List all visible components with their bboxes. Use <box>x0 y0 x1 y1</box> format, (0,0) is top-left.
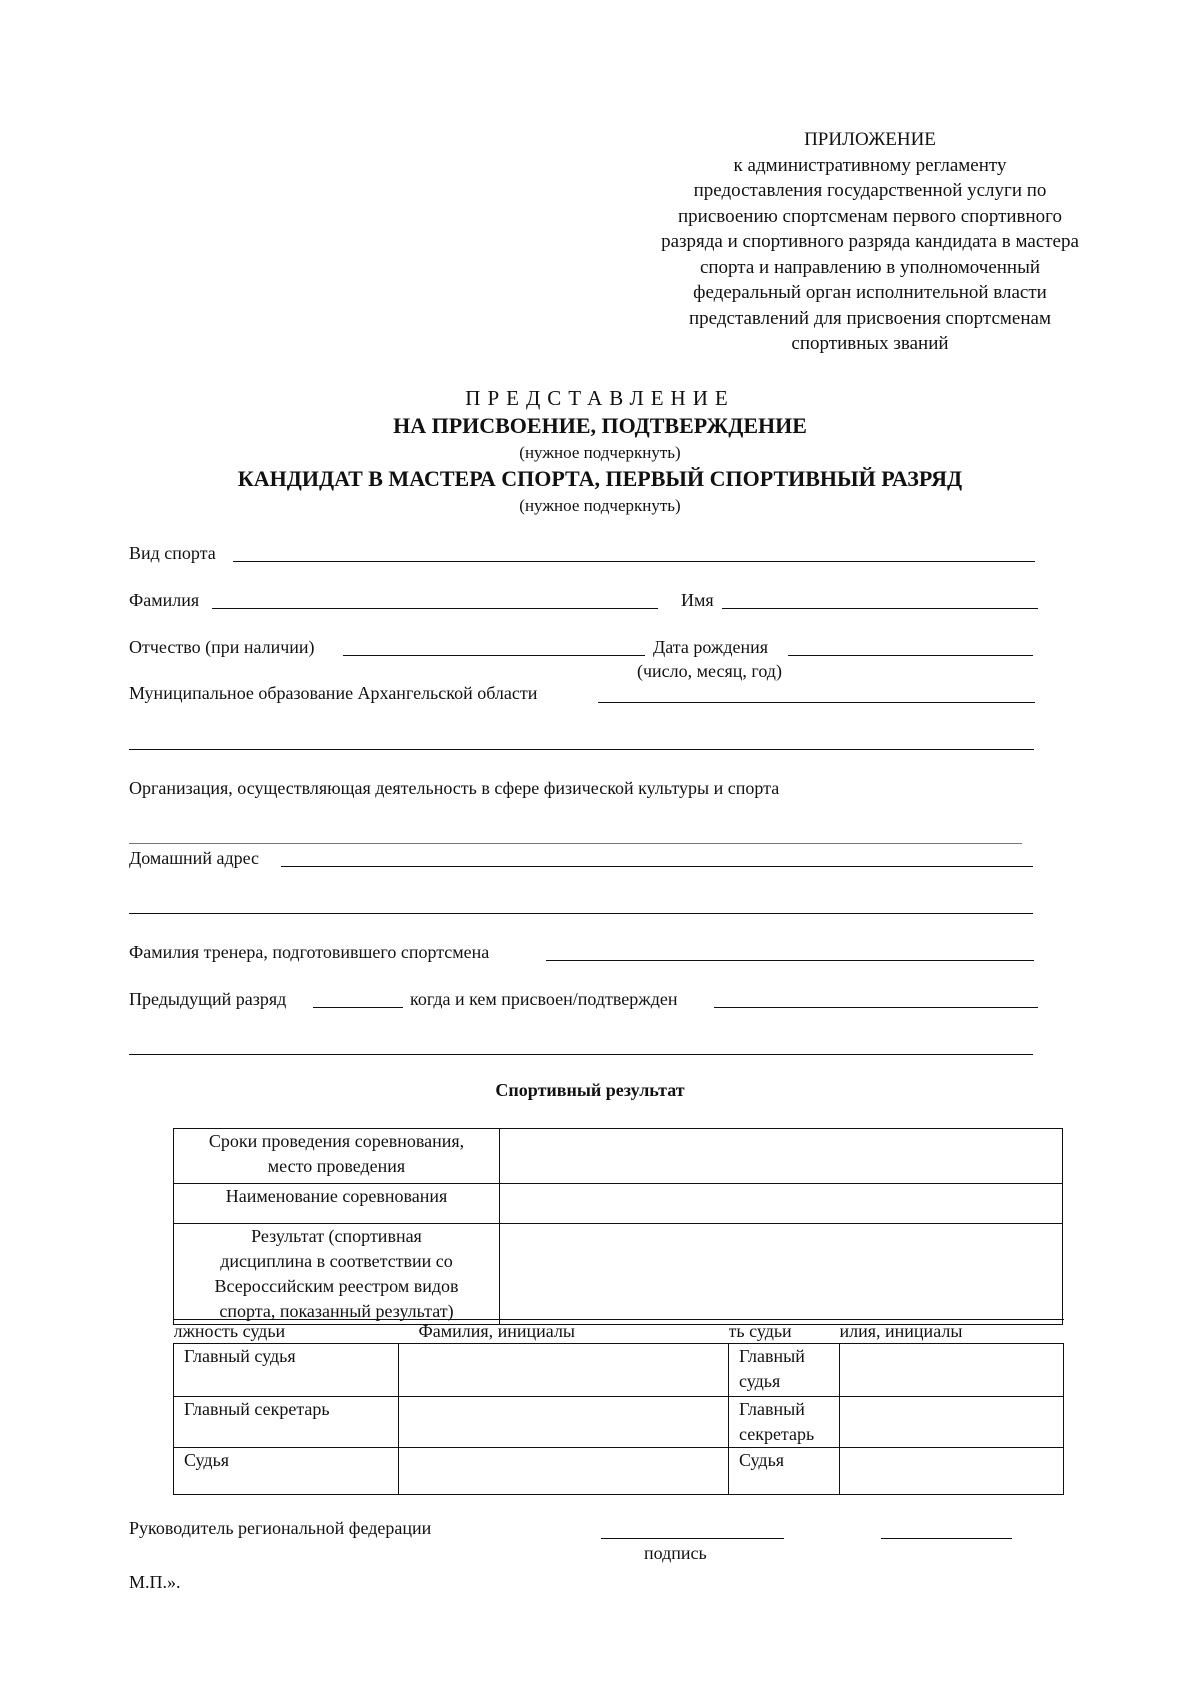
surname-field[interactable] <box>212 608 658 609</box>
judge-position <box>729 1344 840 1397</box>
result-row-label <box>174 1184 500 1224</box>
result-row-label <box>174 1129 500 1184</box>
judge-position-line: судья <box>739 1371 781 1391</box>
doc-title-line2: КАНДИДАТ В МАСТЕРА СПОРТА, ПЕРВЫЙ СПОРТИВНЫЙ РАЗРЯД <box>237 466 963 491</box>
name-decoding-field[interactable] <box>881 1538 1012 1539</box>
federation-head-label: Руководитель региональной федерации <box>129 1518 432 1538</box>
judge-name-header: илия, инициалы <box>840 1320 1064 1344</box>
appendix-line: федеральный орган исполнительной власти <box>693 282 1047 303</box>
table-row <box>174 1448 1064 1495</box>
result-row-value[interactable] <box>500 1224 1063 1325</box>
surname-label: Фамилия <box>129 590 200 610</box>
table-row <box>174 1344 1064 1397</box>
judge-position-header: лжность судьи <box>174 1320 399 1344</box>
judge-name-cell[interactable] <box>840 1344 1064 1397</box>
judge-name-cell[interactable] <box>399 1397 729 1448</box>
home-address-field-continued[interactable] <box>129 913 1033 914</box>
signature-field[interactable] <box>601 1538 784 1539</box>
previous-rank-when-label: когда и кем присвоен/подтвержден <box>410 989 678 1009</box>
table-row <box>174 1184 1063 1224</box>
appendix-line: предоставления государственной услуги по <box>693 180 1047 201</box>
organization-field[interactable] <box>129 843 1022 844</box>
judge-name-cell[interactable] <box>840 1397 1064 1448</box>
patronymic-field[interactable] <box>343 655 645 656</box>
appendix-line: спорта и направлению в уполномоченный <box>699 256 1041 278</box>
previous-rank-when-field[interactable] <box>714 1007 1038 1008</box>
table-row <box>174 1129 1063 1184</box>
result-row-label-line: спорта, показанный результат) <box>219 1301 454 1321</box>
appendix-line: присвоению спортсменам первого спортивного <box>678 205 1062 227</box>
appendix-line: разряда и спортивного разряда кандидата в мастера <box>661 231 1079 252</box>
result-row-value[interactable] <box>500 1129 1063 1184</box>
doc-title-note2: (нужное подчеркнуть) <box>519 496 681 515</box>
judge-name-cell[interactable] <box>399 1448 729 1495</box>
municipality-field-continued[interactable] <box>129 749 1034 750</box>
appendix-line: представлений для присвоения спортсменам <box>689 307 1051 329</box>
result-row-value[interactable] <box>500 1184 1063 1224</box>
home-address-label: Домашний адрес <box>129 848 260 868</box>
coach-field[interactable] <box>546 960 1034 961</box>
appendix-heading: ПРИЛОЖЕНИЕ <box>804 129 936 150</box>
doc-title-spaced: ПРЕДСТАВЛЕНИЕ <box>465 386 735 410</box>
birth-date-hint: (число, месяц, год) <box>637 661 782 681</box>
judge-position: Главный судья <box>174 1344 399 1397</box>
result-row-label-line: Наименование соревнования <box>225 1186 448 1206</box>
table-row <box>174 1224 1063 1325</box>
appendix-line: к административному регламенту <box>733 154 1007 176</box>
result-row-label-line: Результат (спортивная <box>251 1226 422 1246</box>
judge-position <box>729 1397 840 1448</box>
sport-label: Вид спорта <box>129 543 216 563</box>
previous-rank-field-continued[interactable] <box>129 1054 1033 1055</box>
result-row-label-line: Всероссийским реестром видов <box>214 1276 459 1296</box>
judge-position-header: ть судьи <box>729 1320 840 1344</box>
name-label: Имя <box>681 590 714 610</box>
home-address-field[interactable] <box>281 866 1033 867</box>
signature-label: подпись <box>644 1543 707 1563</box>
stamp-label: М.П.». <box>129 1572 181 1592</box>
judge-position-line: Главный <box>739 1346 805 1366</box>
name-field[interactable] <box>722 608 1038 609</box>
judge-position-line: Главный <box>739 1399 805 1419</box>
judge-position <box>729 1448 840 1495</box>
judge-position: Судья <box>174 1448 399 1495</box>
patronymic-label: Отчество (при наличии) <box>129 637 315 657</box>
organization-label: Организация, осуществляющая деятельность в сфере физической культуры и спорта <box>129 778 780 798</box>
municipality-field[interactable] <box>598 702 1035 703</box>
result-row-label <box>174 1224 500 1325</box>
judge-name-header: Фамилия, инициалы <box>399 1320 729 1344</box>
judge-position: Главный секретарь <box>174 1397 399 1448</box>
result-row-label-line: Сроки проведения соревнования, <box>208 1131 465 1151</box>
doc-title-note1: (нужное подчеркнуть) <box>519 443 681 462</box>
judge-position-line: Судья <box>739 1450 785 1470</box>
judge-position-line: секретарь <box>739 1424 815 1444</box>
previous-rank-field[interactable] <box>313 1007 403 1008</box>
sport-field[interactable] <box>233 561 1035 562</box>
result-row-label-line: дисциплина в соответствии со <box>220 1251 453 1271</box>
result-table <box>173 1128 1063 1325</box>
municipality-label: Муниципальное образование Архангельской области <box>129 683 538 703</box>
result-row-label-line: место проведения <box>267 1156 406 1176</box>
doc-title-line1: НА ПРИСВОЕНИЕ, ПОДТВЕРЖДЕНИЕ <box>393 413 807 438</box>
appendix-block <box>610 127 1130 357</box>
birth-date-field[interactable] <box>788 655 1033 656</box>
appendix-line: спортивных званий <box>791 333 949 354</box>
table-row <box>174 1397 1064 1448</box>
judge-name-cell[interactable] <box>840 1448 1064 1495</box>
judges-header-row <box>174 1320 1064 1344</box>
coach-label: Фамилия тренера, подготовившего спортсмена <box>129 942 490 962</box>
judge-name-cell[interactable] <box>399 1344 729 1397</box>
judges-table <box>173 1319 1064 1495</box>
result-heading: Спортивный результат <box>495 1080 685 1100</box>
birth-date-label: Дата рождения <box>653 637 769 657</box>
previous-rank-label: Предыдущий разряд <box>129 989 287 1009</box>
